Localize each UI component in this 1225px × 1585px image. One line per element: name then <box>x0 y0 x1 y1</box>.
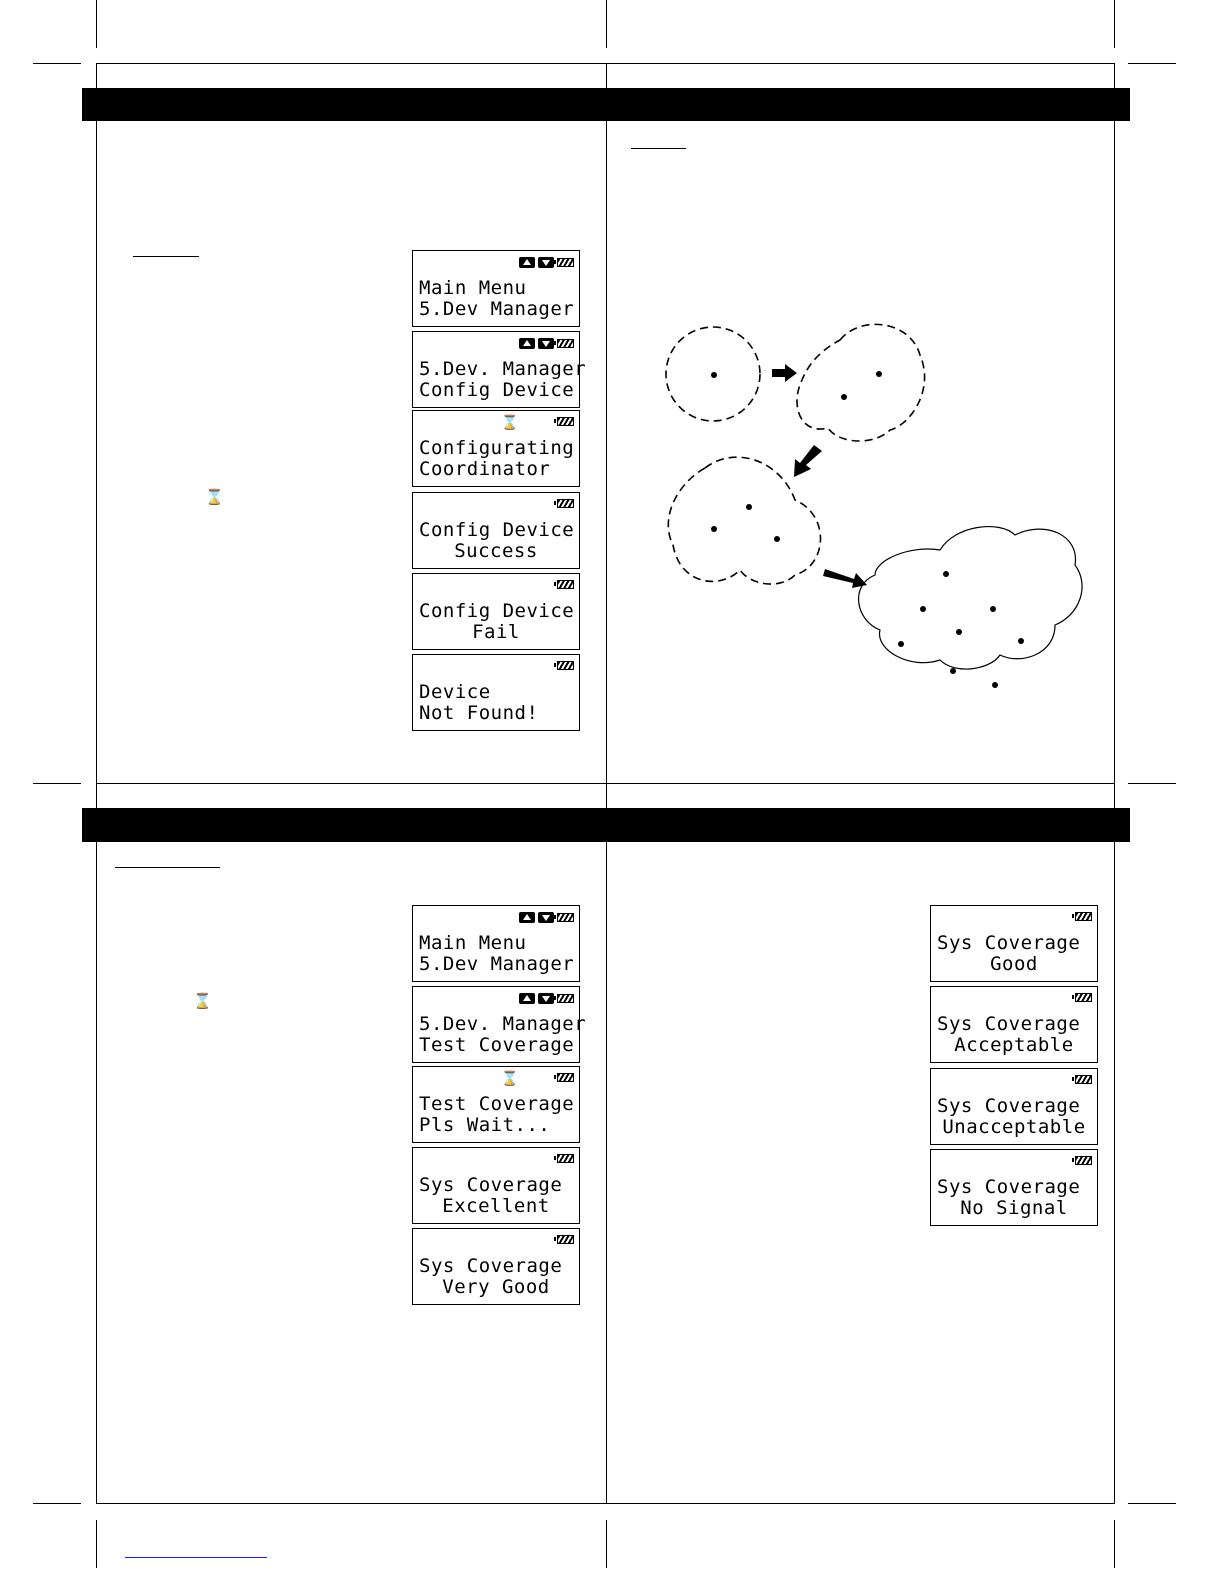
lcd-line-1: Main Menu <box>419 277 527 299</box>
link-underline[interactable] <box>125 1557 267 1558</box>
lcd-line-2: Unacceptable <box>942 1116 1086 1138</box>
lcd-line-2: 5.Dev Manager <box>419 953 575 975</box>
lcd-line-2: Pls Wait... <box>419 1114 551 1136</box>
node-dot <box>990 606 996 612</box>
lcd-line-2: Fail <box>472 621 520 643</box>
lcd-screen <box>412 573 580 650</box>
up-arrow-icon <box>519 912 535 923</box>
node-dot <box>898 641 904 647</box>
lcd-line-2: 5.Dev Manager <box>419 298 575 320</box>
battery-icon <box>1075 1156 1092 1165</box>
battery-icon <box>557 1154 574 1163</box>
battery-icon <box>557 913 574 922</box>
lcd-line-1: Sys Coverage <box>937 1176 1081 1198</box>
up-arrow-icon <box>519 993 535 1004</box>
network-growth-diagram <box>610 320 1110 740</box>
network-cluster-3 <box>668 457 820 584</box>
down-arrow-icon <box>538 912 554 923</box>
lcd-line-1: Sys Coverage <box>937 1095 1081 1117</box>
lcd-screen <box>930 1149 1098 1226</box>
lcd-line-2: Good <box>990 953 1038 975</box>
network-cluster-4 <box>859 527 1082 669</box>
down-arrow-icon <box>538 257 554 268</box>
battery-icon <box>557 499 574 508</box>
heading-underline <box>115 867 220 868</box>
lcd-screen <box>930 1068 1098 1145</box>
node-dot <box>746 504 752 510</box>
lcd-screen <box>412 250 580 327</box>
lcd-line-1: Test Coverage <box>419 1093 575 1115</box>
node-dot <box>956 629 962 635</box>
node-dot <box>711 372 717 378</box>
node-dot <box>711 526 717 532</box>
lcd-screen <box>412 1066 580 1143</box>
up-arrow-icon <box>519 257 535 268</box>
battery-icon <box>557 661 574 670</box>
lcd-line-2: Config Device <box>419 379 575 401</box>
battery-icon <box>1075 912 1092 921</box>
up-arrow-icon <box>519 338 535 349</box>
lcd-line-2: No Signal <box>960 1197 1068 1219</box>
lcd-line-2: Very Good <box>442 1276 550 1298</box>
node-dot <box>943 571 949 577</box>
down-arrow-icon <box>538 993 554 1004</box>
node-dot <box>774 536 780 542</box>
lcd-screen <box>412 410 580 487</box>
battery-icon <box>557 417 574 426</box>
heading-underline <box>631 148 686 149</box>
lcd-line-1: Main Menu <box>419 932 527 954</box>
lcd-line-1: Sys Coverage <box>419 1174 563 1196</box>
battery-icon <box>557 580 574 589</box>
lcd-screen <box>412 1228 580 1305</box>
hourglass-icon: ⌛ <box>501 1071 519 1087</box>
lcd-line-1: Sys Coverage <box>419 1255 563 1277</box>
hourglass-icon: ⌛ <box>205 488 224 506</box>
section-header-bar-top <box>82 88 1130 121</box>
battery-icon <box>557 1073 574 1082</box>
lcd-line-1: Device <box>419 681 491 703</box>
node-dot <box>920 606 926 612</box>
node-dot <box>1018 638 1024 644</box>
arrow-icon <box>772 364 797 382</box>
lcd-screen <box>412 331 587 408</box>
lcd-line-2: Acceptable <box>954 1034 1074 1056</box>
node-dot <box>992 682 998 688</box>
battery-icon <box>557 339 574 348</box>
arrow-icon <box>794 445 822 477</box>
hourglass-icon: ⌛ <box>501 415 519 431</box>
node-dot <box>950 668 956 674</box>
lcd-line-1: 5.Dev. Manager <box>419 358 587 380</box>
lcd-screen <box>412 654 580 731</box>
lcd-screen <box>412 1147 580 1224</box>
node-dot <box>841 394 847 400</box>
battery-icon <box>1075 993 1092 1002</box>
lcd-line-1: 5.Dev. Manager <box>419 1013 587 1035</box>
battery-icon <box>557 258 574 267</box>
lcd-screen <box>930 905 1098 982</box>
battery-icon <box>557 994 574 1003</box>
lcd-line-1: Config Device <box>419 600 575 622</box>
down-arrow-icon <box>538 338 554 349</box>
lcd-line-2: Not Found! <box>419 702 539 724</box>
lcd-line-2: Success <box>454 540 538 562</box>
battery-icon <box>1075 1075 1092 1084</box>
section-header-bar-bottom <box>82 808 1130 842</box>
hourglass-icon: ⌛ <box>193 992 212 1010</box>
battery-icon <box>557 1235 574 1244</box>
lcd-line-1: Config Device <box>419 519 575 541</box>
heading-underline <box>133 256 199 257</box>
lcd-line-2: Excellent <box>442 1195 550 1217</box>
lcd-screen <box>412 986 587 1063</box>
lcd-line-1: Configurating <box>419 437 575 459</box>
lcd-line-2: Test Coverage <box>419 1034 575 1056</box>
lcd-screen <box>412 492 580 569</box>
node-dot <box>876 371 882 377</box>
lcd-line-1: Sys Coverage <box>937 1013 1081 1035</box>
lcd-line-2: Coordinator <box>419 458 551 480</box>
lcd-screen <box>412 905 580 982</box>
arrow-icon <box>823 569 867 588</box>
network-cluster-2 <box>797 324 925 441</box>
lcd-line-1: Sys Coverage <box>937 932 1081 954</box>
lcd-screen <box>930 986 1098 1063</box>
